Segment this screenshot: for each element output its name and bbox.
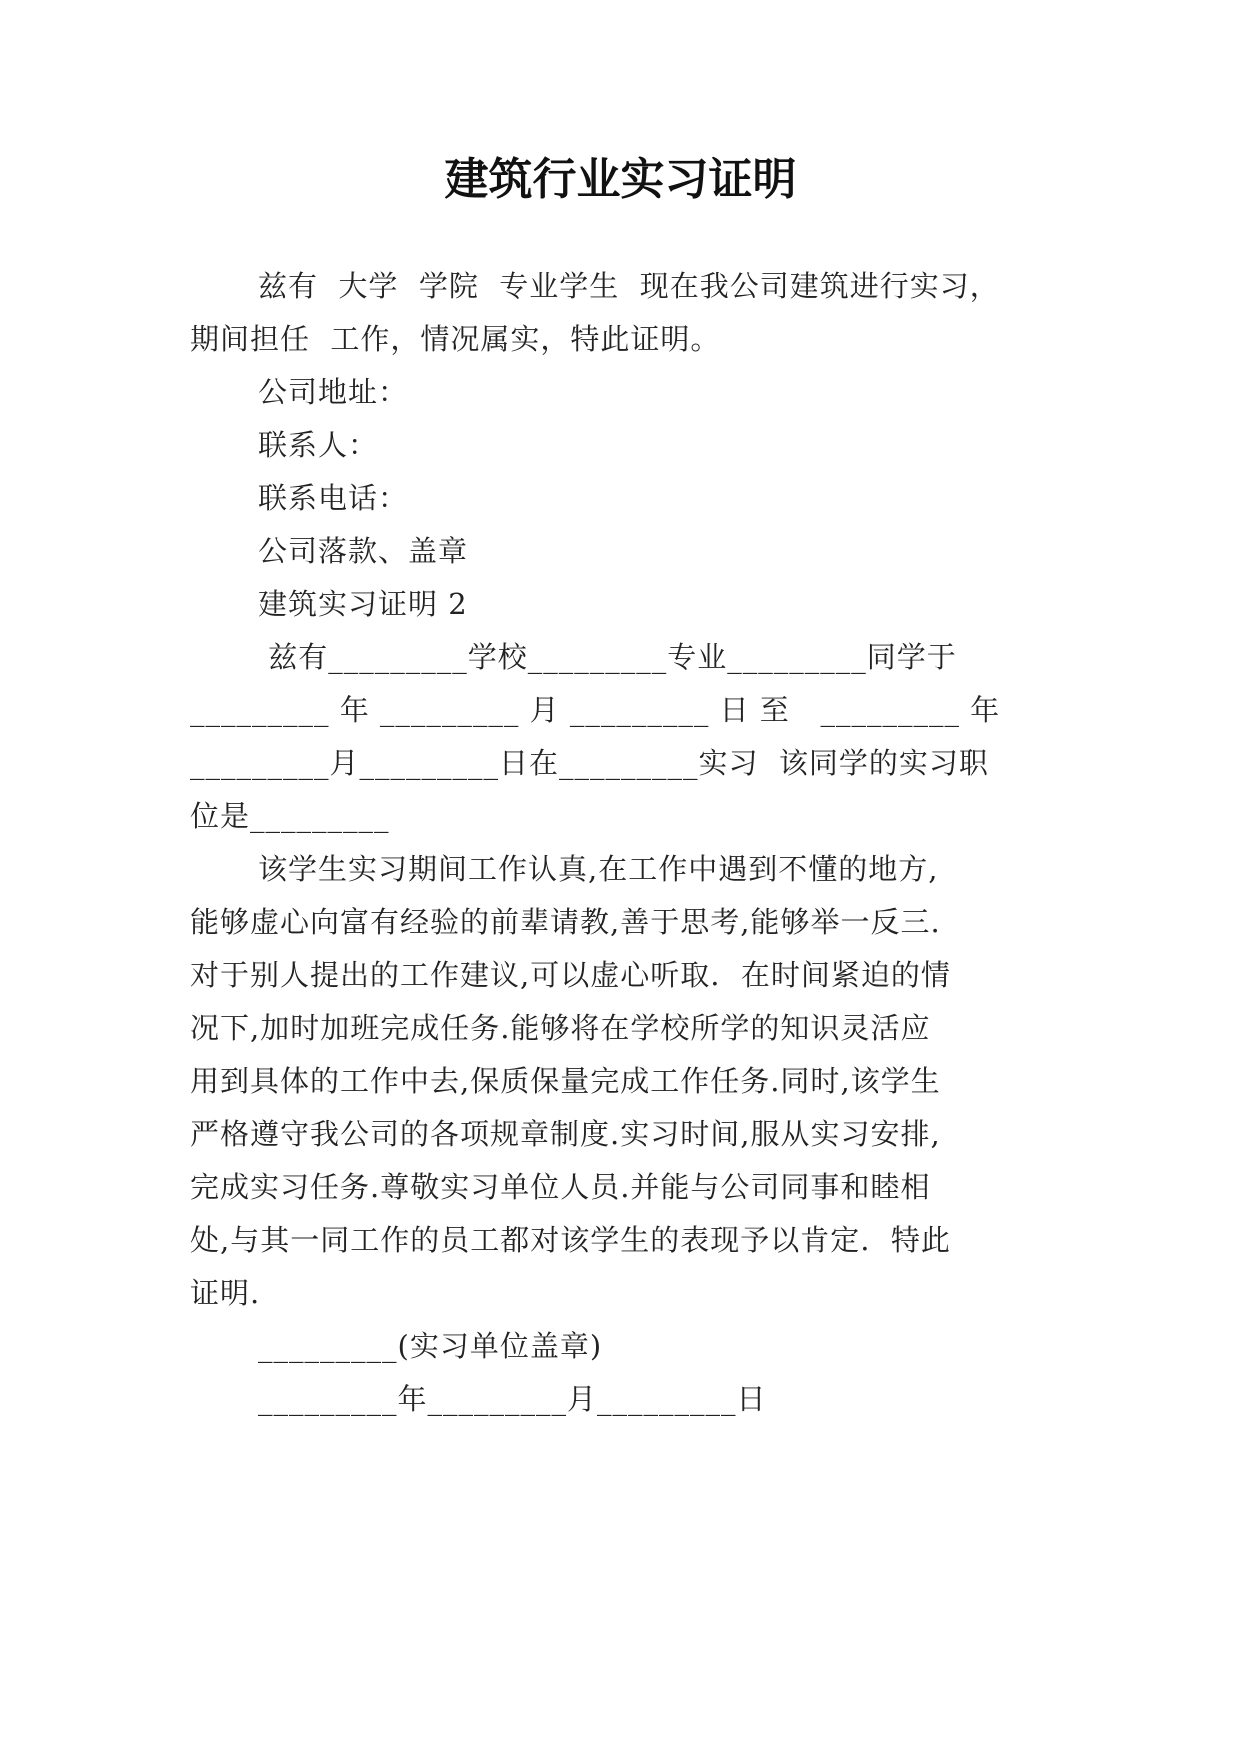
company-seal-label: 公司落款、盖章 [258,534,469,568]
paragraph-line: 完成实习任务.尊敬实习单位人员.并能与公司同事和睦相 [190,1170,931,1204]
paragraph-line: 能够虚心向富有经验的前辈请教,善于思考,能够举一反三. [190,905,941,939]
paragraph-line: 用到具体的工作中去,保质保量完成工作任务.同时,该学生 [190,1064,941,1098]
seal-signature-line: _________(实习单位盖章) [258,1329,603,1363]
company-address-label: 公司地址： [258,375,409,409]
fill-in-line: 位是_________ [190,799,390,833]
date-line: _________年_________月_________日 [258,1382,767,1416]
contact-phone-label: 联系电话： [258,481,409,515]
section-heading: 建筑实习证明 2 [258,587,468,621]
fill-in-line: _________ 年 _________ 月 _________ 日 至 _________ 年 [190,693,1001,727]
fill-in-line: _________月_________日在_________实习 该同学的实习职 [190,746,989,780]
paragraph-line: 证明. [190,1276,261,1310]
paragraph-line: 处,与其一同工作的员工都对该学生的表现予以肯定. 特此 [190,1223,951,1257]
document-title: 建筑行业实习证明 [444,154,797,205]
paragraph-line: 严格遵守我公司的各项规章制度.实习时间,服从实习安排, [190,1117,941,1151]
paragraph-line: 对于别人提出的工作建议,可以虚心听取. 在时间紧迫的情 [190,958,951,992]
fill-in-line: 兹有_________学校_________专业_________同学于 [258,640,957,674]
paragraph-line: 期间担任 工作，情况属实，特此证明。 [190,322,721,356]
paragraph-line: 该学生实习期间工作认真,在工作中遇到不懂的地方, [258,852,939,886]
paragraph-line: 兹有 大学 学院 专业学生 现在我公司建筑进行实习， [258,269,1000,303]
paragraph-line: 况下,加时加班完成任务.能够将在学校所学的知识灵活应 [190,1011,931,1045]
contact-person-label: 联系人： [258,428,379,462]
